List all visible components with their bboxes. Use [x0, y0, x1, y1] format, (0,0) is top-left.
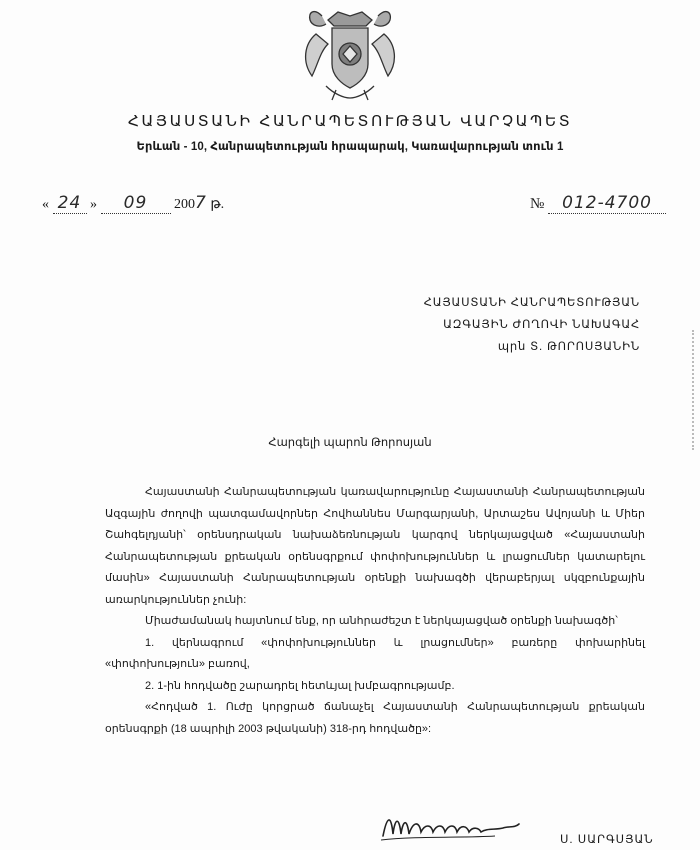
- addressee-line-3: պրն Տ. ԹՈՐՈՍՅԱՆԻՆ: [497, 341, 640, 353]
- body-paragraph-2: Միաժամանակ հայտնում ենք, որ անհրաժեշտ է ներկայացված օրենքի նախագծի՝: [145, 615, 618, 627]
- salutation: Հարգելի պարոն Թորոսյան: [268, 437, 432, 449]
- date-suffix: թ.: [210, 197, 225, 212]
- reference-label: №: [530, 196, 545, 212]
- letter-body: [105, 482, 645, 740]
- date-day: 24: [57, 193, 82, 213]
- date-year-prefix: 200: [174, 197, 195, 212]
- date-month-blank: [101, 193, 171, 214]
- signer-name: Ս. ՍԱՐԳՍՅԱՆ: [560, 834, 654, 846]
- handwritten-signature: [375, 806, 525, 846]
- body-paragraph-1: Հայաստանի Հանրապետության կառավարությունը Հայաստանի Հանրապետության Ազգային ժողովի պատգամավորներ Հովհաննես Մարգարյանի, Արտաշես Ավոյանի և Միեր Շահգելդյանի՝ օրենսդրական նախաձեռնության կարգով ներկայացված «Հայաստանի Հանրապետության քրեական օրենսգրքում փոփոխություններ և լրացումներ կատարելու մասին» Հայաստանի Հանրապետության օրենքի նախագծի վերաբերյալ սկզբունքային առարկություններ չունի:: [105, 486, 645, 606]
- date-open-quote: «: [42, 197, 49, 212]
- letter-date: [42, 193, 224, 214]
- reference-number-blank: [548, 193, 666, 214]
- scan-edge-artifact: [688, 330, 694, 450]
- reference-number: [530, 193, 666, 214]
- addressee-block: [300, 292, 640, 358]
- body-paragraph-5: «Հոդված 1. Ուժը կորցրած ճանաչել Հայաստանի Հանրապետության քրեական օրենսգրքի (18 ապրիլի 2003 թվականի) 318-րդ հոդվածը»:: [105, 701, 645, 735]
- date-year-digit: 7: [195, 193, 207, 213]
- body-paragraph-4: 2. 1-ին հոդվածը շարադրել հետևյալ խմբագրությամբ.: [145, 679, 455, 692]
- date-close-quote: »: [90, 197, 97, 212]
- date-month: 09: [123, 193, 148, 213]
- coat-of-arms-emblem: [298, 4, 402, 102]
- reference-number-value: 012-4700: [562, 193, 652, 213]
- date-day-blank: [53, 193, 87, 214]
- government-title: ՀԱՅԱՍՏԱՆԻ ՀԱՆՐԱՊԵՏՈՒԹՅԱՆ ՎԱՐՉԱՊԵՏ: [127, 113, 573, 130]
- addressee-line-2: ԱԶԳԱՅԻՆ ԺՈՂՈՎԻ ՆԱԽԱԳԱՀ: [443, 319, 640, 331]
- government-address: Երևան - 10, Հանրապետության հրապարակ, Կառավարության տուն 1: [136, 141, 564, 153]
- body-paragraph-3: 1. վերնագրում «փոփոխություններ և լրացումներ» բառերը փոխարինել «փոփոխություն» բառով,: [105, 636, 645, 670]
- addressee-line-1: ՀԱՅԱՍՏԱՆԻ ՀԱՆՐԱՊԵՏՈՒԹՅԱՆ: [423, 297, 640, 309]
